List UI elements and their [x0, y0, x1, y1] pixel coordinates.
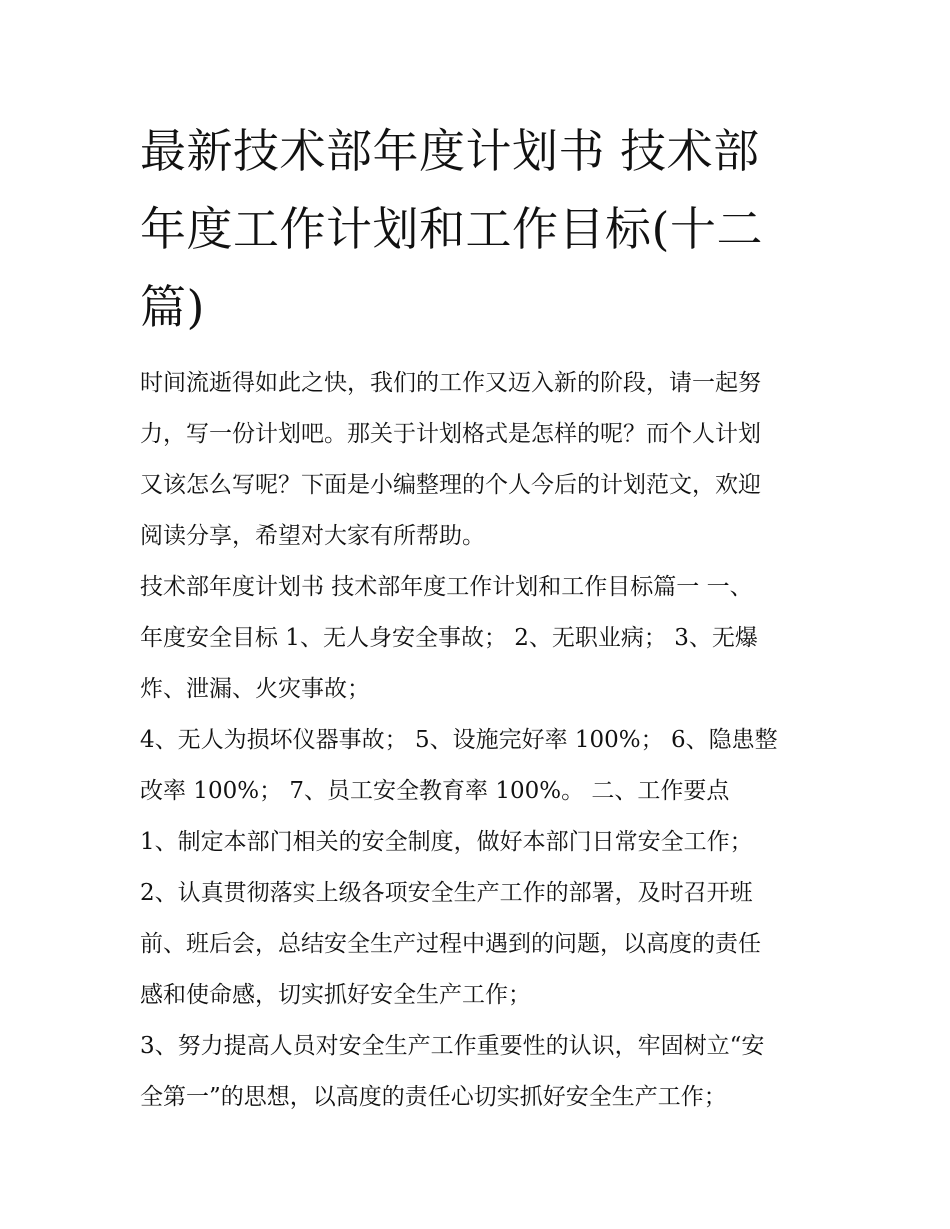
text-line: 改率 100%； 7、员工安全教育率 100%。 二、工作要点 [140, 778, 730, 804]
document-title [140, 112, 816, 346]
text-line: 年度安全目标 1、无人身安全事故； 2、无职业病； 3、无爆 [140, 625, 758, 651]
safety-targets-paragraph [140, 715, 816, 817]
title-line: 最新技术部年度计划书 技术部 [140, 124, 760, 178]
title-line: 篇) [140, 280, 205, 334]
text-line: 2、认真贯彻落实上级各项安全生产工作的部署，及时召开班 [140, 880, 753, 906]
text-line: 又该怎么写呢？下面是小编整理的个人今后的计划范文，欢迎 [140, 472, 761, 498]
text-line: 技术部年度计划书 技术部年度工作计划和工作目标篇一 一、 [140, 574, 753, 600]
text-line: 力，写一份计划吧。那关于计划格式是怎样的呢？而个人计划 [140, 421, 761, 447]
work-point-2-paragraph [140, 868, 816, 1021]
text-line: 炸、泄漏、火灾事故； [140, 676, 370, 702]
title-line: 年度工作计划和工作目标(十二 [140, 202, 763, 256]
text-line: 感和使命感，切实抓好安全生产工作； [140, 982, 531, 1008]
document-page [140, 112, 816, 1123]
text-line: 3、努力提高人员对安全生产工作重要性的认识，牢固树立“安 [140, 1033, 765, 1059]
text-line: 4、无人为损坏仪器事故； 5、设施完好率 100%； 6、隐患整 [140, 727, 778, 753]
work-point-1-paragraph [140, 817, 816, 868]
document-body [140, 358, 816, 1123]
text-line: 全第一”的思想，以高度的责任心切实抓好安全生产工作； [140, 1084, 727, 1110]
text-line: 阅读分享，希望对大家有所帮助。 [140, 523, 485, 549]
text-line: 时间流逝得如此之快，我们的工作又迈入新的阶段，请一起努 [140, 370, 761, 396]
section-one-paragraph [140, 562, 816, 715]
text-line: 前、班后会，总结安全生产过程中遇到的问题，以高度的责任 [140, 931, 761, 957]
work-point-3-paragraph [140, 1021, 816, 1123]
intro-paragraph [140, 358, 816, 562]
text-line: 1、制定本部门相关的安全制度，做好本部门日常安全工作； [140, 829, 753, 855]
